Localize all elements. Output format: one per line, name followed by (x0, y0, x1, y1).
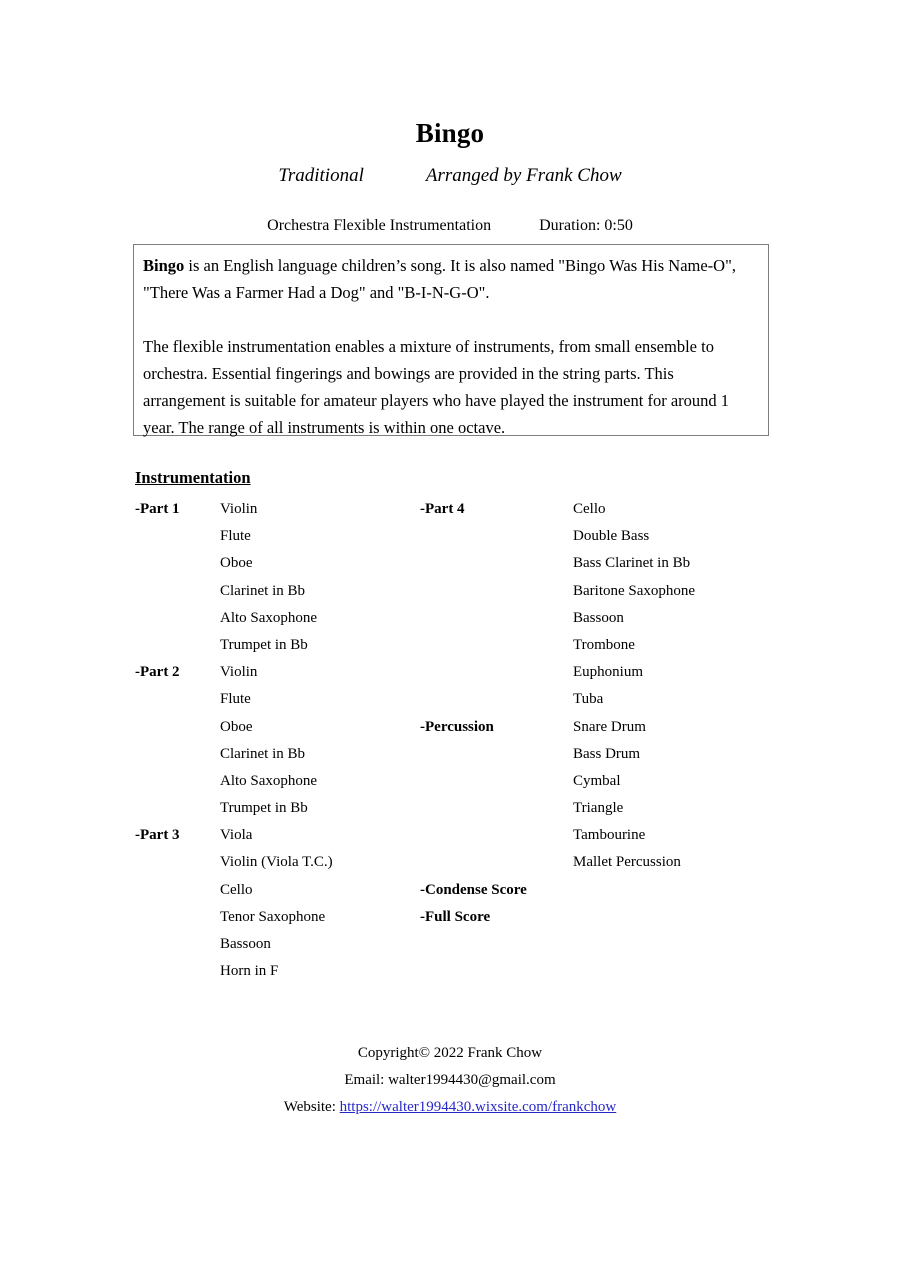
list-item (420, 578, 840, 605)
description-song-name: Bingo (143, 256, 185, 275)
instrument-name: Cello (573, 501, 606, 517)
instrument-name: Triangle (573, 800, 624, 817)
instrument-name: Violin (220, 501, 258, 517)
list-item (420, 605, 840, 632)
list-item (420, 496, 840, 523)
list-item (135, 877, 415, 904)
instrument-name: Oboe (220, 555, 253, 572)
instrument-name: Violin (220, 664, 258, 681)
instrument-name: Viola (220, 827, 253, 844)
instrument-name: Flute (220, 528, 251, 545)
website-line (0, 1094, 900, 1121)
list-item (135, 904, 415, 931)
list-item (135, 632, 415, 659)
instrument-name: Euphonium (573, 664, 643, 681)
instrument-name: Alto Saxophone (220, 609, 318, 626)
description-paragraph-1-rest: is an English language children’s song. It is also named "Bingo Was His Name-O", "There Was a Farmer Had a Dog" and "B-I-N-G-O". (143, 256, 736, 302)
credits-line (0, 165, 900, 187)
list-item (420, 795, 840, 822)
instrument-name: Alto Saxophone (220, 772, 318, 789)
instrument-name: Bass Drum (573, 745, 641, 762)
list-item (420, 822, 840, 849)
website-link[interactable]: https://walter1994430.wixsite.com/frankchow (339, 1099, 617, 1115)
list-item (135, 578, 415, 605)
page-title: Bingo (415, 118, 485, 148)
full-score-label: -Full Score (420, 909, 491, 925)
instrumentation-duration-line (0, 217, 900, 235)
instrumentation-left-column (135, 496, 415, 985)
composer-label: Traditional (278, 165, 364, 186)
list-item (420, 550, 840, 577)
condense-score-label: -Condense Score (420, 882, 527, 898)
instrument-name: Clarinet in Bb (220, 745, 305, 762)
instrument-name: Tambourine (573, 827, 646, 844)
list-item (135, 659, 415, 686)
instrument-name: Clarinet in Bb (220, 582, 305, 599)
list-item (420, 523, 840, 550)
list-item (135, 605, 415, 632)
list-item (420, 659, 840, 686)
list-item (420, 686, 840, 713)
instrument-name: Violin (Viola T.C.) (220, 854, 333, 871)
list-item (135, 768, 415, 795)
description-paragraph-2: The flexible instrumentation enables a mixture of instruments, from small ensemble to orchestra. Essential fingerings and bowings are provided in the string parts. This arrangement is suitable for amateur players who have played the instrument for around 1 year. The range of all instruments is within one octave. (143, 337, 730, 437)
list-item (420, 741, 840, 768)
list-item (420, 849, 840, 876)
instrument-name: Mallet Percussion (573, 854, 681, 871)
list-item (420, 714, 840, 741)
list-item (135, 550, 415, 577)
instrument-name: Bassoon (220, 936, 271, 952)
duration-label: Duration: 0:50 (539, 217, 633, 234)
website-prefix: Website: (283, 1099, 340, 1115)
description-box (133, 244, 769, 436)
description-paragraph-1 (143, 252, 758, 306)
copyright-line: Copyright© 2022 Frank Chow (357, 1045, 543, 1061)
instrument-name: Cello (220, 881, 253, 898)
instrument-name: Tuba (573, 691, 604, 708)
instrumentation-heading: Instrumentation (135, 468, 251, 487)
instrument-name: Oboe (220, 718, 253, 735)
list-item (135, 822, 415, 849)
instrument-name: Double Bass (573, 528, 650, 545)
instrument-name: Trombone (573, 636, 635, 653)
instrument-name: Trumpet in Bb (220, 636, 308, 653)
part-label: -Part 2 (135, 664, 180, 681)
part-label: -Part 1 (135, 501, 180, 517)
list-item (420, 768, 840, 795)
list-item (135, 958, 415, 985)
instrument-name: Tenor Saxophone (220, 908, 326, 925)
list-item (135, 686, 415, 713)
instrumentation-right-column (420, 496, 840, 877)
part-label: -Part 4 (420, 501, 465, 517)
instrument-name: Snare Drum (573, 718, 646, 735)
instrument-name: Baritone Saxophone (573, 582, 696, 599)
list-item (135, 714, 415, 741)
list-item (135, 496, 415, 523)
instrument-name: Trumpet in Bb (220, 800, 308, 817)
instrument-name: Flute (220, 691, 251, 708)
list-item (135, 523, 415, 550)
instrument-name: Horn in F (220, 963, 279, 980)
list-item (135, 741, 415, 768)
part-label: -Part 3 (135, 827, 180, 844)
list-item (135, 849, 415, 876)
email-line: Email: walter1994430@gmail.com (344, 1072, 556, 1088)
list-item (420, 632, 840, 659)
arranger-label: Arranged by Frank Chow (425, 165, 622, 186)
part-label: -Percussion (420, 718, 494, 735)
instrument-name: Bassoon (573, 609, 624, 626)
instrument-name: Cymbal (573, 772, 621, 789)
instrumentation-type-label: Orchestra Flexible Instrumentation (267, 217, 492, 234)
instrument-name: Bass Clarinet in Bb (573, 555, 691, 572)
footer (0, 1040, 900, 1121)
list-item (135, 931, 415, 958)
list-item (135, 795, 415, 822)
